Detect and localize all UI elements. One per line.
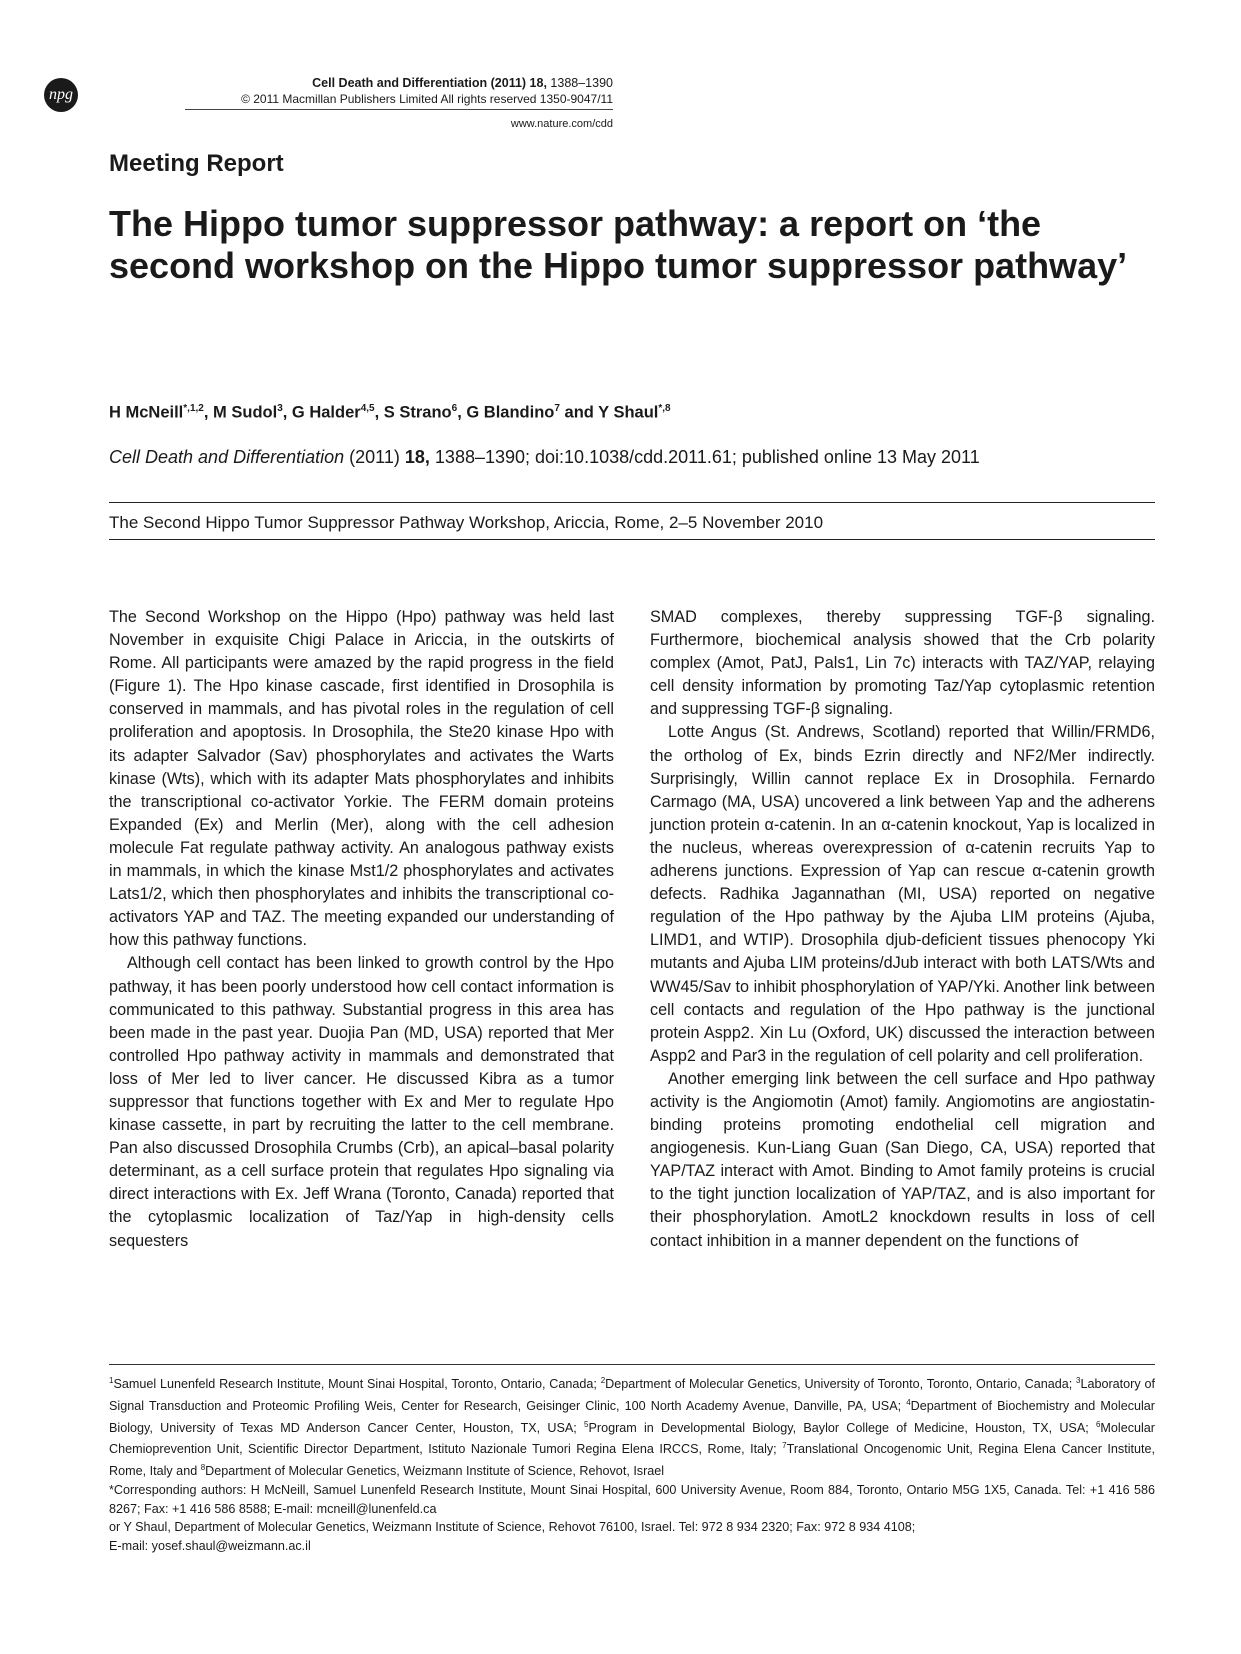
affiliation-number: 2 <box>600 1376 606 1385</box>
citation-line <box>109 447 980 468</box>
body-column-right <box>650 606 1155 1253</box>
body-paragraph: The Second Workshop on the Hippo (Hpo) pathway was held last November in exquisite Chigi Palace in Ariccia, in the outskirts of Rome. All participants were amazed by the rapid progress in the field (Figure 1). The Hpo kinase cascade, first identified in Drosophila is conserved in mammals, and has pivotal roles in the regulation of cell proliferation and apoptosis. In Drosophila, the Ste20 kinase Hpo with its adapter Salvador (Sav) phosphorylates and activates the Warts kinase (Wts), which with its adapter Mats phosphorylates and inhibits the transcriptional co-activator Yorkie. The FERM domain proteins Expanded (Ex) and Merlin (Mer), along with the cell adhesion molecule Fat regulate pathway activity. An analogous pathway exists in mammals, in which the kinase Mst1/2 phosphorylates and activates Lats1/2, which then phosphorylates and inhibits the transcriptional co-activators YAP and TAZ. The meeting expanded our understanding of how this pathway functions. <box>109 608 614 950</box>
author-affiliation-sup: 6 <box>451 403 458 414</box>
workshop-top-rule <box>109 502 1155 503</box>
author-affiliation-sup: 4,5 <box>360 403 375 414</box>
footnotes <box>109 1372 1155 1555</box>
workshop-bottom-rule <box>109 539 1155 540</box>
body-paragraph: Although cell contact has been linked to growth control by the Hpo pathway, it has been poorly understood how cell contact information is communicated to this pathway. Substantial progress in this area has been made in the past year. Duojia Pan (MD, USA) reported that Mer controlled Hpo pathway activity in mammals and demonstrated that loss of Mer led to liver cancer. He discussed Kibra as a tumor suppressor that functions together with Ex and Mer to regulate Hpo kinase cassette, in part by recruiting the latter to the cell membrane. Pan also discussed Drosophila Crumbs (Crb), an apical–basal polarity determinant, as a cell surface protein that regulates Hpo signaling via direct interactions with Ex. Jeff Wrana (Toronto, Canada) reported that the cytoplasmic localization of Taz/Yap in high-density cells sequesters <box>109 954 614 1250</box>
author-name: H McNeill <box>109 403 184 422</box>
footnote-divider <box>109 1364 1155 1365</box>
npg-logo: npg <box>44 78 78 112</box>
affiliations <box>109 1372 1155 1481</box>
citation-year: (2011) <box>349 447 400 467</box>
journal-name: Cell Death and Differentiation (2011) 18, <box>312 76 547 90</box>
affiliation-number: 4 <box>906 1397 911 1407</box>
page-range: 1388–1390 <box>550 76 613 90</box>
author-list: H McNeill$^{*,1,2}$, M Sudol$^3$, G Halder$^{4,5}$, S Strano$^6$, G Blandino$^7$ and Y Shaul$^{*,8}$ <box>109 403 671 422</box>
affiliation-number: 6 <box>1095 1419 1101 1429</box>
copyright-line: © 2011 Macmillan Publishers Limited All rights reserved 1350-9047/11 <box>241 92 613 106</box>
journal-header-line <box>312 76 613 90</box>
affiliation-number: 5 <box>584 1419 589 1429</box>
author-affiliation-sup: 7 <box>554 403 560 414</box>
affiliation-text: Department of Molecular Genetics, University of Toronto, Toronto, Ontario, Canada; <box>605 1377 1077 1392</box>
author-name: G Blandino <box>466 403 555 422</box>
affiliation-text: Molecular Chemioprevention Unit, Scientific Director Department, Istituto Nazionale Tumori Regina Elena IRCCS, Rome, Italy; <box>109 1420 1155 1457</box>
author-name: M Sudol <box>213 403 278 422</box>
author-affiliation-sup: *,8 <box>658 403 671 414</box>
affiliation-number: 3 <box>1076 1376 1081 1385</box>
affiliation-text: Department of Biochemistry and Molecular Biology, University of Texas MD Anderson Cancer Center, Houston, TX, USA; <box>109 1398 1155 1435</box>
affiliation-number: 1 <box>109 1376 114 1385</box>
affiliation-text: Translational Oncogenomic Unit, Regina Elena Cancer Institute, Rome, Italy and <box>109 1442 1155 1479</box>
affiliation-text: Program in Developmental Biology, Baylor College of Medicine, Houston, TX, USA; <box>588 1420 1096 1435</box>
author-affiliation-sup: *,1,2 <box>183 403 204 414</box>
article-title: The Hippo tumor suppressor pathway: a report on ‘the second workshop on the Hippo tumor suppressor pathway’ <box>109 203 1128 286</box>
citation-journal: Cell Death and Differentiation <box>109 447 345 467</box>
author-name: S Strano <box>383 403 452 422</box>
affiliation-text: Samuel Lunenfeld Research Institute, Mount Sinai Hospital, Toronto, Ontario, Canada; <box>113 1377 601 1392</box>
affiliation-text: Department of Molecular Genetics, Weizmann Institute of Science, Rehovot, Israel <box>205 1464 665 1479</box>
journal-url[interactable]: www.nature.com/cdd <box>510 118 613 130</box>
workshop-line: The Second Hippo Tumor Suppressor Pathway Workshop, Ariccia, Rome, 2–5 November 2010 <box>109 513 824 532</box>
citation-details: 1388–1390; doi:10.1038/cdd.2011.61; published online 13 May 2011 <box>434 447 980 467</box>
citation-volume: 18, <box>404 447 430 467</box>
author-name: Y Shaul <box>598 403 659 422</box>
corresponding-author-email[interactable]: E-mail: yosef.shaul@weizmann.ac.il <box>109 1538 311 1553</box>
header-divider <box>185 109 613 110</box>
body-paragraph: Another emerging link between the cell surface and Hpo pathway activity is the Angiomotin (Amot) family. Angiomotins are angiostatin-binding proteins promoting endothelial cell migration and angiogenesis. Kun-Liang Guan (San Diego, CA, USA) reported that YAP/TAZ interact with Amot. Binding to Amot family proteins is crucial to the tight junction localization of YAP/TAZ, and is also important for their phosphorylation. AmotL2 knockdown results in loss of cell contact inhibition in a manner dependent on the functions of <box>650 1069 1155 1250</box>
section-label: Meeting Report <box>109 150 284 177</box>
affiliation-number: 7 <box>782 1441 787 1451</box>
corresponding-author-1: *Corresponding authors: H McNeill, Samuel Lunenfeld Research Institute, Mount Sinai Hospital, 600 University Avenue, Room 884, Toronto, Ontario M5G 1X5, Canada. Tel: +1 416 586 8267; Fax: +1 416 586 8588; E-mail: mcneill@lunenfeld.ca <box>109 1482 1155 1516</box>
body-paragraph: SMAD complexes, thereby suppressing TGF-β signaling. Furthermore, biochemical analysis showed that the Crb polarity complex (Amot, PatJ, Pals1, Lin 7c) interacts with TAZ/YAP, relaying cell density information by promoting Taz/Yap cytoplasmic retention and suppressing TGF-β signaling. <box>650 608 1155 719</box>
corresponding-author-2: or Y Shaul, Department of Molecular Genetics, Weizmann Institute of Science, Rehovot 76100, Israel. Tel: 972 8 934 2320; Fax: 972 8 934 4108; <box>109 1520 916 1535</box>
affiliation-text: Laboratory of Signal Transduction and Proteomic Profiling Weis, Center for Research, Geisinger Clinic, 100 North Academy Avenue, Danville, PA, USA; <box>109 1377 1155 1413</box>
affiliation-number: 8 <box>200 1463 206 1473</box>
body-paragraph: Lotte Angus (St. Andrews, Scotland) reported that Willin/FRMD6, the ortholog of Ex, binds Ezrin directly and NF2/Mer indirectly. Surprisingly, Willin cannot replace Ex in Drosophila. Fernardo Carmago (MA, USA) uncovered a link between Yap and the adherens junction protein α-catenin. In an α-catenin knockout, Yap is localized in the nucleus, whereas overexpression of α-catenin recruits Yap to adherens junctions. Expression of Yap can rescue α-catenin growth defects. Radhika Jagannathan (MI, USA) reported on negative regulation of the Hpo pathway by the Ajuba LIM proteins (Ajuba, LIMD1, and WTIP). Drosophila djub-deficient tissues phenocopy Yki mutants and Ajuba LIM proteins/dJub interact with both LATS/Wts and WW45/Sav to inhibit phosphorylation of YAP/Yki. Another link between cell contacts and regulation of the Hpo pathway is the junctional protein Aspp2. Xin Lu (Oxford, UK) discussed the interaction between Aspp2 and Par3 in the regulation of cell polarity and cell proliferation. <box>650 723 1155 1065</box>
author-name: G Halder <box>291 403 361 422</box>
body-column-left <box>109 606 614 1253</box>
author-affiliation-sup: 3 <box>277 403 283 414</box>
